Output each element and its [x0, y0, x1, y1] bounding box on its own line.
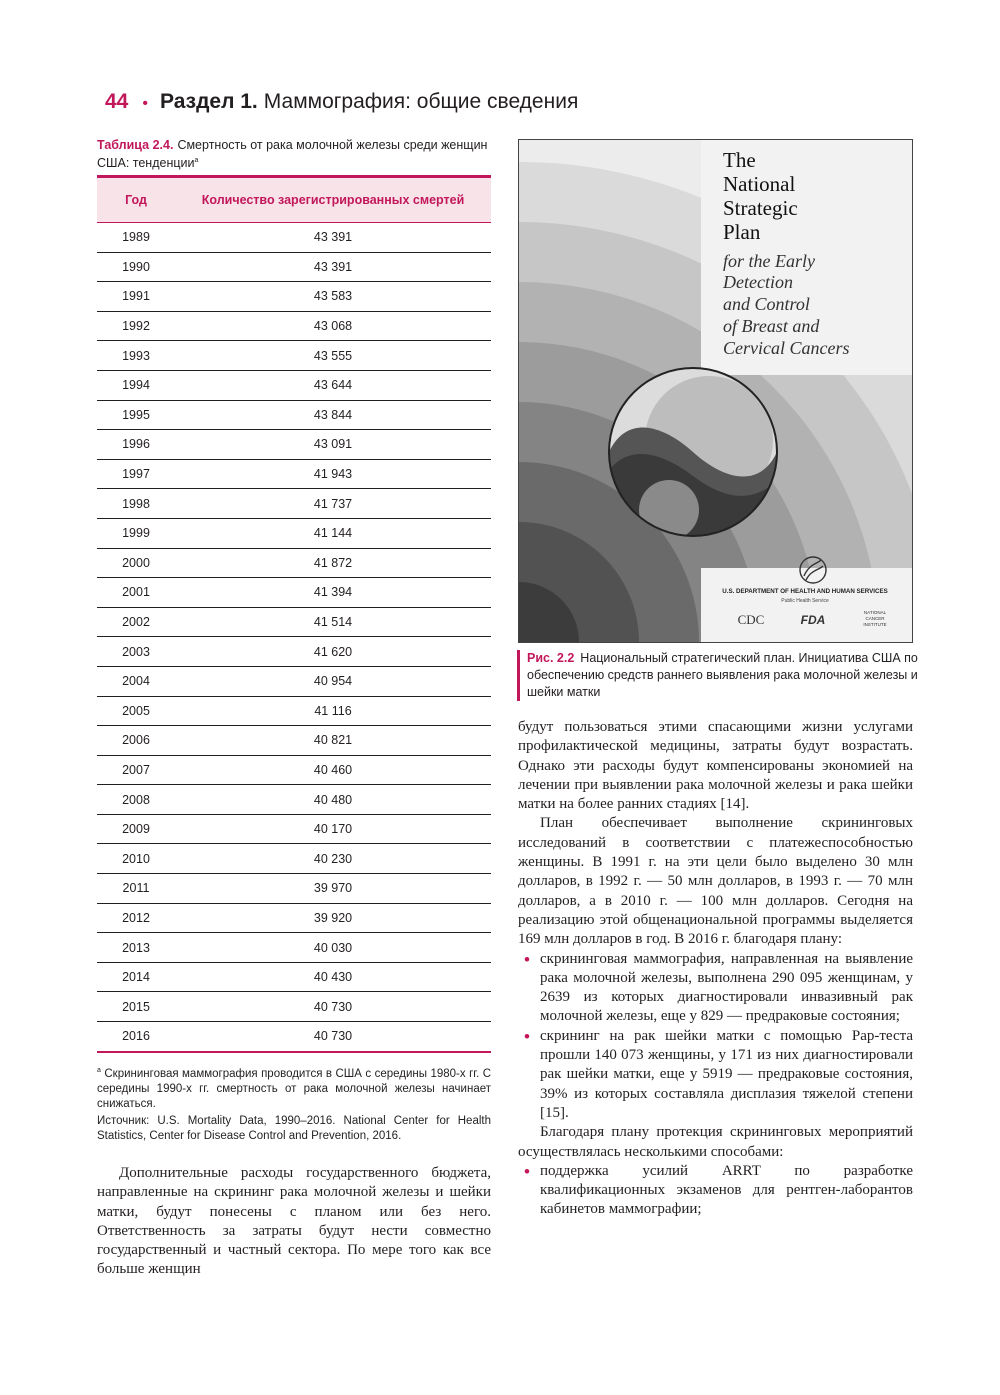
figure-caption-text: Национальный стратегический план. Инициатива США по обеспечению средств раннего выявления рака молочной железы и шейки матки: [527, 651, 918, 699]
nci-logo-line-1: NATIONAL: [863, 610, 887, 615]
cover-subtitle-line-2: Detection: [723, 272, 793, 292]
list-item-pap-test: • скрининг на рак шейки матки с помощью Pap-теста прошли 140 073 женщины, у 171 из них диагностировали рак шейки матки, еще у 5919 — предраковые состояния, 39% из которых составляла дисплазия тяжелой степени [15].: [518, 1027, 913, 1123]
deaths-cell: 43 555: [175, 341, 491, 371]
year-cell: 2005: [97, 696, 175, 726]
year-cell: 1997: [97, 459, 175, 489]
table-row: [97, 785, 491, 815]
deaths-cell: 43 644: [175, 370, 491, 400]
table-row: [97, 459, 491, 489]
cover-title-line-2: National: [723, 172, 796, 196]
department-text: U.S. DEPARTMENT OF HEALTH AND HUMAN SERVICES: [722, 588, 888, 595]
year-cell: 1996: [97, 430, 175, 460]
deaths-cell: 41 872: [175, 548, 491, 578]
deaths-cell: 41 620: [175, 637, 491, 667]
table-row: [97, 696, 491, 726]
table-caption-label: Таблица 2.4.: [97, 138, 174, 152]
year-cell: 1989: [97, 223, 175, 253]
cover-title-line-3: Strategic: [723, 196, 798, 220]
deaths-cell: 43 391: [175, 223, 491, 253]
cover-subtitle-line-3: and Control: [723, 294, 810, 314]
table-caption-marker: а: [194, 157, 199, 164]
table-row: [97, 1022, 491, 1052]
year-cell: 2003: [97, 637, 175, 667]
table-row: [97, 814, 491, 844]
deaths-cell: 40 230: [175, 844, 491, 874]
year-cell: 2015: [97, 992, 175, 1022]
table-row: [97, 518, 491, 548]
deaths-cell: 43 391: [175, 252, 491, 282]
table-row: [97, 992, 491, 1022]
right-paragraph-2: План обеспечивает выполнение скрининговых исследований в соответствии с платежеспособностью женщины. В 1991 г. на эти цели было выделено 30 млн долларов, в 1992 г. — 50 млн долларов, в 1993 г. — 70 млн долларов, а в 2010 г. — 100 млн долларов. Сегодня на реализацию этой общенациональной программы выделяется 169 млн долларов в год. В 2016 г. благодаря плану:: [518, 815, 913, 948]
table-caption: [97, 137, 492, 171]
footnote-text: Скрининговая маммография проводится в США с середины 1980-х гг. С середины 1990-х гг. смертность от рака молочной железы начинает снижаться.: [97, 1067, 492, 1110]
deaths-cell: 39 920: [175, 903, 491, 933]
cover-image: [519, 140, 912, 642]
table-row: [97, 607, 491, 637]
year-cell: 2000: [97, 548, 175, 578]
table-header-row: [97, 177, 491, 223]
right-column-text: [518, 718, 913, 1220]
table-body: [97, 223, 491, 1052]
deaths-cell: 40 821: [175, 726, 491, 756]
deaths-cell: 41 943: [175, 459, 491, 489]
table-row: [97, 933, 491, 963]
deaths-cell: 40 730: [175, 992, 491, 1022]
figure-caption-label: Рис. 2.2: [527, 651, 575, 665]
header-bullet: •: [142, 95, 148, 112]
table-row: [97, 370, 491, 400]
column-header-year: Год: [97, 177, 175, 223]
table-row: [97, 489, 491, 519]
cover-title-line-4: Plan: [723, 220, 761, 244]
table-row: [97, 282, 491, 312]
nci-logo-line-3: INSTITUTE: [863, 622, 887, 627]
service-text: Public Health Service: [781, 598, 829, 604]
cover-subtitle-line-5: Cervical Cancers: [723, 338, 850, 358]
year-cell: 1994: [97, 370, 175, 400]
deaths-cell: 40 954: [175, 666, 491, 696]
table-row: [97, 844, 491, 874]
year-cell: 2002: [97, 607, 175, 637]
nci-logo: [863, 610, 886, 627]
deaths-cell: 43 844: [175, 400, 491, 430]
cover-title-line-1: The: [723, 148, 756, 172]
deaths-cell: 41 144: [175, 518, 491, 548]
year-cell: 2009: [97, 814, 175, 844]
deaths-cell: 40 480: [175, 785, 491, 815]
year-cell: 2010: [97, 844, 175, 874]
section-label: Раздел 1.: [159, 90, 258, 113]
deaths-cell: 39 970: [175, 874, 491, 904]
page-number: 44: [105, 90, 129, 113]
methods-list: [518, 1162, 913, 1220]
column-header-deaths: Количество зарегистрированных смертей: [175, 177, 491, 223]
year-cell: 1995: [97, 400, 175, 430]
deaths-cell: 41 514: [175, 607, 491, 637]
year-cell: 2004: [97, 666, 175, 696]
deaths-cell: 40 030: [175, 933, 491, 963]
year-cell: 2008: [97, 785, 175, 815]
year-cell: 1990: [97, 252, 175, 282]
year-cell: 2012: [97, 903, 175, 933]
deaths-cell: 41 394: [175, 578, 491, 608]
cover-figure: [518, 139, 913, 643]
year-cell: 2011: [97, 874, 175, 904]
table-row: [97, 726, 491, 756]
nci-logo-line-2: CANCER: [865, 616, 885, 621]
deaths-cell: 40 730: [175, 1022, 491, 1052]
right-paragraph-1: будут пользоваться этими спасающими жизни услугами профилактической медицины, затраты будут возрастать. Однако эти расходы будут компенсированы экономией на лечении при выявлении рака молочной железы и рака шейки матки на более ранних стадиях [14].: [518, 719, 913, 813]
year-cell: 2006: [97, 726, 175, 756]
table-row: [97, 962, 491, 992]
table-row: [97, 223, 491, 253]
footnote-marker: а: [97, 1067, 101, 1074]
deaths-cell: 40 170: [175, 814, 491, 844]
year-cell: 1993: [97, 341, 175, 371]
fda-logo: FDA: [800, 613, 826, 627]
deaths-cell: 43 068: [175, 311, 491, 341]
list-item-arrt: • поддержка усилий ARRT по разработке квалификационных экзаменов для рентген-лаборантов кабинетов маммографии;: [518, 1162, 913, 1220]
year-cell: 1999: [97, 518, 175, 548]
year-cell: 1998: [97, 489, 175, 519]
list-item-mammography: • скрининговая маммография, направленная на выявление рака молочной железы, выполнена 290 095 женщинам, у 2639 из которых диагностировали инвазивный рак молочной железы, еще у 829 — предраковые состояния;: [518, 950, 913, 1027]
table-row: [97, 874, 491, 904]
mortality-table: [97, 175, 491, 1053]
section-title: Маммография: общие сведения: [263, 90, 579, 113]
table-row: [97, 400, 491, 430]
year-cell: 2014: [97, 962, 175, 992]
table-row: [97, 548, 491, 578]
table-row: [97, 252, 491, 282]
cover-subtitle-line-1: for the Early: [723, 251, 815, 271]
year-cell: 2016: [97, 1022, 175, 1052]
deaths-cell: 43 583: [175, 282, 491, 312]
year-cell: 1992: [97, 311, 175, 341]
table-caption-text: Смертность от рака молочной железы среди женщин США: тенденции: [97, 138, 488, 171]
table-footnote: [97, 1063, 491, 1112]
table-source: Источник: U.S. Mortality Data, 1990–2016. National Center for Health Statistics, Center for Disease Control and Prevention, 2016.: [97, 1115, 491, 1142]
table-row: [97, 903, 491, 933]
deaths-cell: 43 091: [175, 430, 491, 460]
table-row: [97, 666, 491, 696]
table-row: [97, 430, 491, 460]
deaths-cell: 40 430: [175, 962, 491, 992]
table-row: [97, 341, 491, 371]
table-row: [97, 311, 491, 341]
deaths-cell: 41 737: [175, 489, 491, 519]
year-cell: 2001: [97, 578, 175, 608]
year-cell: 1991: [97, 282, 175, 312]
figure-caption: [517, 650, 923, 701]
year-cell: 2013: [97, 933, 175, 963]
cover-subtitle-line-4: of Breast and: [723, 316, 820, 336]
right-paragraph-3: Благодаря плану протекция скрининговых мероприятий осуществлялась несколькими способами:: [518, 1124, 913, 1160]
deaths-cell: 40 460: [175, 755, 491, 785]
table-row: [97, 578, 491, 608]
left-paragraph-1: Дополнительные расходы государственного бюджета, направленные на скрининг рака молочной железы и шейки матки, будут понесены с планом или без него. Ответственность за затраты будут нести совместно государственный и частный сектора. По мере того как все больше женщин: [97, 1165, 491, 1278]
left-column-text: [97, 1164, 491, 1280]
cdc-logo: CDC: [737, 612, 765, 627]
running-header: [105, 90, 578, 120]
results-list: [518, 950, 913, 1124]
table-row: [97, 755, 491, 785]
year-cell: 2007: [97, 755, 175, 785]
table-row: [97, 637, 491, 667]
deaths-cell: 41 116: [175, 696, 491, 726]
